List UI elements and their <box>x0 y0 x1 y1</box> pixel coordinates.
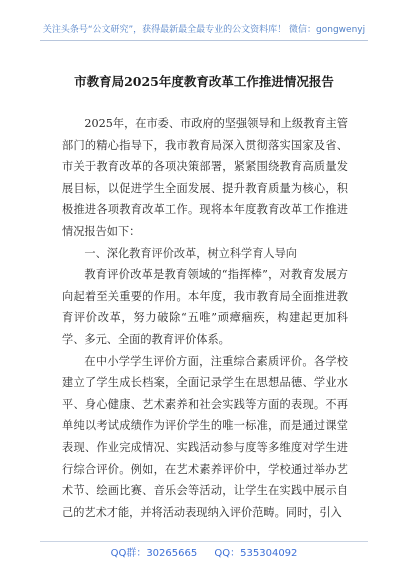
footer-divider <box>40 541 368 542</box>
document-title: 市教育局2025年度教育改革工作推进情况报告 <box>74 74 334 89</box>
page-header-banner: 关注头条号“公文研究”，获得最新最全最专业的公文资料库！ 微信：gongwenyj <box>42 25 366 35</box>
intro-paragraph: 2025年，在市委、市政府的坚强领导和上级教育主管部门的精心指导下，我市教育局深入贯彻落实国家及省、市关于教育改革的各项决策部署，紧紧围绕教育高质量发展目标，以促进学生全面发展、提升教育质量为核心，积极推进各项教育改革工作。现将本年度教育改革工作推进情况报告如下： <box>62 117 348 238</box>
section-heading: 一、深化教育评价改革，树立科学育人导向 <box>84 246 297 260</box>
header-divider <box>40 40 368 41</box>
body-paragraph: 教育评价改革是教育领域的“指挥棒”，对教育发展方向起着至关重要的作用。本年度，我市教育局全面推进教育评价改革，努力破除“五唯”顽瘴痼疾，构建起更加科学、多元、全面的教育评价体系。 <box>62 268 348 346</box>
page-footer-contact: QQ群：30265665 QQ：535304092 <box>110 548 298 559</box>
document-body <box>62 113 348 523</box>
body-paragraph: 在中小学学生评价方面，注重综合素质评价。各学校建立了学生成长档案，全面记录学生在思想品德、学业水平、身心健康、艺术素养和社会实践等方面的表现。不再单纯以考试成绩作为评价学生的唯一标准，而是通过课堂表现、作业完成情况、实践活动参与度等多维度对学生进行综合评价。例如，在艺术素养评价中，学校通过举办艺术节、绘画比赛、音乐会等活动，让学生在实践中展示自己的艺术才能，并将活动表现纳入评价范畴。同时，引入 <box>62 354 348 519</box>
